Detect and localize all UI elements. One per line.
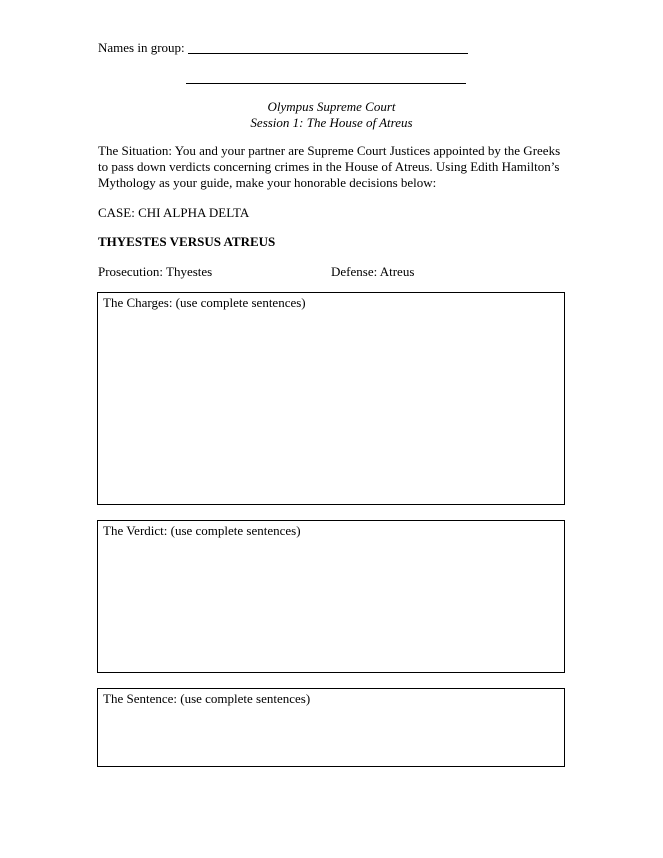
case-heading: THYESTES VERSUS ATREUS	[98, 234, 276, 249]
verdict-label: The Verdict: (use complete sentences)	[103, 523, 301, 538]
situation-line-2: to pass down verdicts concerning crimes in the House of Atreus. Using Edith Hamilton’s	[98, 159, 560, 174]
situation-line-1: The Situation: You and your partner are Supreme Court Justices appointed by the Greeks	[98, 143, 561, 158]
case-label: CASE: CHI ALPHA DELTA	[98, 205, 250, 220]
charges-label: The Charges: (use complete sentences)	[103, 295, 306, 310]
situation-line-3: Mythology as your guide, make your honorable decisions below:	[98, 175, 437, 190]
names-label: Names in group:	[98, 40, 185, 55]
verdict-box[interactable]	[97, 520, 565, 673]
defense-label: Defense: Atreus	[331, 264, 415, 279]
situation-paragraph	[98, 143, 578, 191]
page-title: Olympus Supreme Court	[267, 99, 396, 114]
charges-box[interactable]	[97, 292, 565, 505]
page-subtitle: Session 1: The House of Atreus	[250, 115, 413, 130]
names-line-2[interactable]	[186, 83, 466, 84]
names-line-1[interactable]	[188, 53, 468, 54]
prosecution-label: Prosecution: Thyestes	[98, 264, 213, 279]
sentence-box[interactable]	[97, 688, 565, 767]
sentence-label: The Sentence: (use complete sentences)	[103, 691, 311, 706]
